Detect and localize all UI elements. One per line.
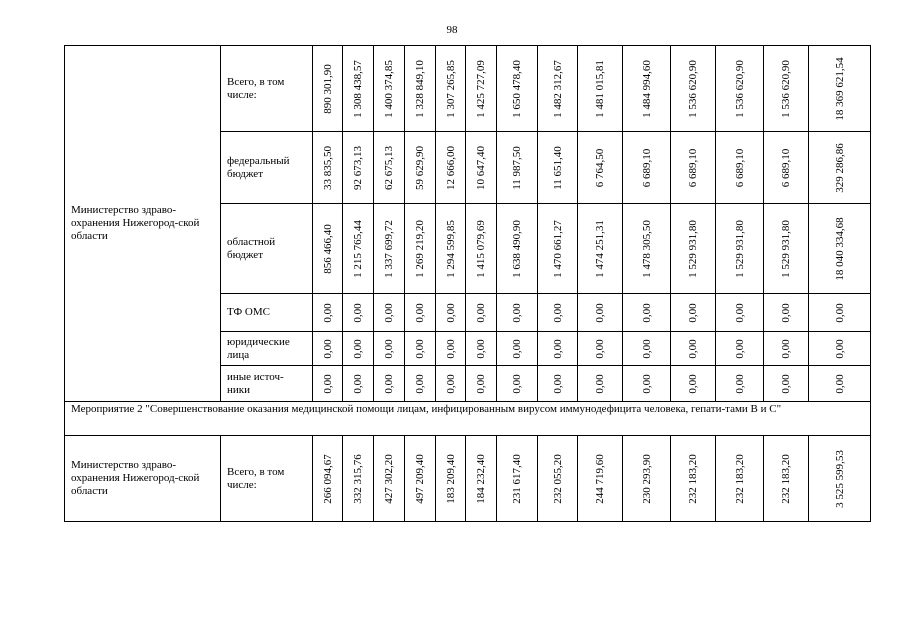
- value-cell: [405, 46, 436, 132]
- value-cell: [436, 366, 466, 402]
- value-cell: [313, 436, 343, 522]
- value-cell: [623, 436, 671, 522]
- page-number: 98: [446, 24, 458, 36]
- table-row: [65, 46, 871, 132]
- value-text: 0,00: [414, 338, 426, 359]
- value-cell: [405, 436, 436, 522]
- value-text: 11 987,50: [511, 145, 523, 190]
- value-text: 3 525 599,53: [833, 449, 846, 508]
- value-cell: [343, 132, 374, 204]
- value-text: 0,00: [352, 338, 364, 359]
- value-cell: [374, 294, 405, 332]
- value-cell: [623, 132, 671, 204]
- value-text: 1 529 931,80: [780, 219, 792, 278]
- value-text: 232 183,20: [687, 453, 699, 504]
- value-cell: [716, 366, 764, 402]
- value-text: 1 328 849,10: [414, 59, 426, 118]
- value-cell: [578, 294, 623, 332]
- value-text: 230 293,90: [640, 453, 653, 504]
- value-cell: [538, 294, 578, 332]
- value-cell: [809, 366, 871, 402]
- value-text: 1 400 374,85: [383, 59, 395, 118]
- table-row: [65, 436, 871, 522]
- value-cell: [436, 332, 466, 366]
- value-cell: [538, 332, 578, 366]
- organization-cell: Министерство здраво-охранения Нижегород-ской области: [65, 436, 221, 522]
- value-cell: [623, 294, 671, 332]
- value-text: 1 536 620,90: [687, 59, 699, 118]
- value-cell: [313, 332, 343, 366]
- value-cell: [764, 294, 809, 332]
- value-text: 0,00: [444, 338, 457, 359]
- value-text: 1 308 438,57: [352, 59, 364, 118]
- value-cell: [343, 46, 374, 132]
- value-text: 184 232,40: [475, 453, 487, 504]
- value-cell: [497, 366, 538, 402]
- value-text: 0,00: [687, 373, 699, 394]
- value-text: 0,00: [475, 373, 487, 394]
- value-cell: [671, 294, 716, 332]
- value-text: 1 482 312,67: [551, 59, 564, 118]
- value-cell: [313, 204, 343, 294]
- value-cell: [343, 204, 374, 294]
- value-text: 1 470 661,27: [551, 219, 564, 278]
- value-text: 1 425 727,09: [475, 59, 487, 118]
- value-cell: [466, 366, 497, 402]
- funding-source-cell: Всего, в том числе:: [221, 46, 313, 132]
- value-text: 0,00: [780, 338, 792, 359]
- value-cell: [716, 294, 764, 332]
- value-text: 232 183,20: [780, 453, 792, 504]
- value-cell: [538, 436, 578, 522]
- value-text: 0,00: [383, 302, 395, 323]
- value-cell: [374, 204, 405, 294]
- value-text: 1 638 490,90: [511, 219, 523, 278]
- value-text: 0,00: [733, 373, 746, 394]
- value-text: 0,00: [352, 373, 364, 394]
- value-cell: [313, 132, 343, 204]
- value-text: 6 689,10: [733, 148, 746, 187]
- value-cell: [343, 294, 374, 332]
- funding-source-cell: иные источ-ники: [221, 366, 313, 402]
- value-text: 1 481 015,81: [594, 59, 606, 118]
- value-cell: [497, 294, 538, 332]
- value-text: 856 466,40: [321, 223, 334, 274]
- value-text: 0,00: [383, 338, 395, 359]
- value-cell: [578, 366, 623, 402]
- value-cell: [466, 132, 497, 204]
- value-cell: [671, 332, 716, 366]
- value-text: 1 650 478,40: [511, 59, 523, 118]
- value-text: 427 302,20: [383, 453, 395, 504]
- value-cell: [466, 332, 497, 366]
- value-cell: [716, 332, 764, 366]
- value-text: 0,00: [475, 302, 487, 323]
- value-cell: [436, 132, 466, 204]
- funding-source-cell: ТФ ОМС: [221, 294, 313, 332]
- value-text: 1 415 079,69: [475, 219, 487, 278]
- value-text: 0,00: [321, 338, 334, 359]
- value-cell: [466, 294, 497, 332]
- value-text: 1 269 219,20: [414, 219, 426, 278]
- value-cell: [538, 366, 578, 402]
- organization-cell: Министерство здраво-охранения Нижегород-ской области: [65, 46, 221, 402]
- value-cell: [809, 46, 871, 132]
- value-text: 0,00: [733, 302, 746, 323]
- value-cell: [623, 332, 671, 366]
- value-text: 0,00: [594, 302, 606, 323]
- event-title: Мероприятие 2 "Совершенствование оказания медицинской помощи лицам, инфицированным вирусом иммунодефицита человека, гепати-тами В и С": [65, 402, 871, 436]
- value-text: 266 094,67: [321, 453, 334, 504]
- value-cell: [809, 436, 871, 522]
- value-text: 0,00: [414, 302, 426, 323]
- value-cell: [466, 46, 497, 132]
- value-text: 0,00: [551, 373, 564, 394]
- funding-source-cell: Всего, в том числе:: [221, 436, 313, 522]
- value-cell: [764, 204, 809, 294]
- value-cell: [436, 294, 466, 332]
- value-cell: [374, 132, 405, 204]
- value-cell: [374, 46, 405, 132]
- value-cell: [497, 436, 538, 522]
- value-text: 1 529 931,80: [687, 219, 699, 278]
- value-cell: [764, 332, 809, 366]
- event-row: [65, 402, 871, 436]
- value-cell: [716, 132, 764, 204]
- value-cell: [313, 294, 343, 332]
- value-cell: [671, 366, 716, 402]
- value-cell: [716, 436, 764, 522]
- value-text: 18 040 334,68: [833, 216, 846, 281]
- value-text: 244 719,60: [594, 453, 606, 504]
- value-cell: [578, 46, 623, 132]
- value-text: 0,00: [475, 338, 487, 359]
- value-cell: [671, 204, 716, 294]
- value-cell: [716, 46, 764, 132]
- value-text: 497 209,40: [414, 453, 426, 504]
- value-cell: [764, 132, 809, 204]
- value-text: 0,00: [594, 373, 606, 394]
- value-text: 890 301,90: [321, 63, 334, 114]
- value-cell: [374, 332, 405, 366]
- value-cell: [436, 46, 466, 132]
- value-cell: [313, 366, 343, 402]
- value-cell: [578, 332, 623, 366]
- value-cell: [623, 46, 671, 132]
- value-cell: [623, 366, 671, 402]
- value-text: 0,00: [444, 302, 457, 323]
- value-cell: [764, 366, 809, 402]
- value-cell: [405, 332, 436, 366]
- value-cell: [374, 436, 405, 522]
- value-text: 0,00: [833, 373, 846, 394]
- value-text: 0,00: [444, 373, 457, 394]
- value-text: 0,00: [511, 373, 523, 394]
- funding-source-cell: областной бюджет: [221, 204, 313, 294]
- value-cell: [374, 366, 405, 402]
- value-cell: [466, 436, 497, 522]
- value-text: 0,00: [511, 302, 523, 323]
- value-cell: [764, 436, 809, 522]
- value-text: 0,00: [640, 338, 653, 359]
- value-text: 1 484 994,60: [640, 59, 653, 118]
- value-cell: [343, 366, 374, 402]
- value-text: 0,00: [687, 338, 699, 359]
- value-text: 92 673,13: [352, 145, 364, 190]
- value-text: 6 764,50: [594, 148, 606, 187]
- value-cell: [436, 204, 466, 294]
- value-text: 1 307 265,85: [444, 59, 457, 118]
- value-text: 0,00: [383, 373, 395, 394]
- value-text: 0,00: [352, 302, 364, 323]
- value-text: 0,00: [321, 373, 334, 394]
- value-text: 0,00: [594, 338, 606, 359]
- value-text: 1 536 620,90: [733, 59, 746, 118]
- value-cell: [313, 46, 343, 132]
- value-cell: [809, 332, 871, 366]
- value-text: 332 315,76: [352, 453, 364, 504]
- value-text: 1 337 699,72: [383, 219, 395, 278]
- value-cell: [671, 436, 716, 522]
- value-text: 62 675,13: [383, 145, 395, 190]
- funding-source-cell: федеральный бюджет: [221, 132, 313, 204]
- value-cell: [436, 436, 466, 522]
- value-text: 232 183,20: [733, 453, 746, 504]
- value-text: 12 666,00: [444, 145, 457, 190]
- value-text: 1 215 765,44: [352, 219, 364, 278]
- value-text: 0,00: [414, 373, 426, 394]
- value-text: 0,00: [687, 302, 699, 323]
- value-cell: [538, 204, 578, 294]
- value-cell: [538, 46, 578, 132]
- value-cell: [716, 204, 764, 294]
- value-text: 0,00: [321, 302, 334, 323]
- value-cell: [809, 204, 871, 294]
- value-cell: [764, 46, 809, 132]
- value-cell: [809, 132, 871, 204]
- value-cell: [466, 204, 497, 294]
- value-cell: [578, 436, 623, 522]
- value-text: 0,00: [780, 373, 792, 394]
- value-cell: [671, 132, 716, 204]
- value-cell: [671, 46, 716, 132]
- value-text: 10 647,40: [475, 145, 487, 190]
- value-cell: [497, 332, 538, 366]
- value-cell: [405, 204, 436, 294]
- value-cell: [497, 46, 538, 132]
- value-cell: [405, 294, 436, 332]
- value-text: 6 689,10: [640, 148, 653, 187]
- value-text: 1 294 599,85: [444, 219, 457, 278]
- value-cell: [497, 204, 538, 294]
- value-text: 0,00: [551, 302, 564, 323]
- value-cell: [578, 132, 623, 204]
- value-text: 183 209,40: [444, 453, 457, 504]
- value-text: 0,00: [640, 302, 653, 323]
- value-cell: [538, 132, 578, 204]
- value-text: 0,00: [640, 373, 653, 394]
- value-text: 11 651,40: [551, 145, 564, 190]
- value-text: 0,00: [511, 338, 523, 359]
- value-text: 0,00: [733, 338, 746, 359]
- value-text: 33 835,50: [321, 145, 334, 190]
- value-text: 329 286,86: [833, 142, 846, 193]
- value-text: 18 369 621,54: [833, 56, 846, 121]
- value-text: 1 478 305,50: [640, 219, 653, 278]
- funding-source-cell: юридические лица: [221, 332, 313, 366]
- value-cell: [405, 132, 436, 204]
- value-text: 232 055,20: [551, 453, 564, 504]
- value-cell: [623, 204, 671, 294]
- value-text: 1 474 251,31: [594, 219, 606, 278]
- value-text: 231 617,40: [511, 453, 523, 504]
- value-cell: [578, 204, 623, 294]
- value-cell: [497, 132, 538, 204]
- value-text: 6 689,10: [780, 148, 792, 187]
- value-text: 0,00: [833, 302, 846, 323]
- value-text: 1 536 620,90: [780, 59, 792, 118]
- budget-table: [64, 45, 871, 522]
- value-cell: [809, 294, 871, 332]
- value-text: 59 629,90: [414, 145, 426, 190]
- value-text: 0,00: [780, 302, 792, 323]
- value-text: 1 529 931,80: [733, 219, 746, 278]
- value-cell: [405, 366, 436, 402]
- value-cell: [343, 436, 374, 522]
- value-cell: [343, 332, 374, 366]
- value-text: 0,00: [833, 338, 846, 359]
- value-text: 6 689,10: [687, 148, 699, 187]
- value-text: 0,00: [551, 338, 564, 359]
